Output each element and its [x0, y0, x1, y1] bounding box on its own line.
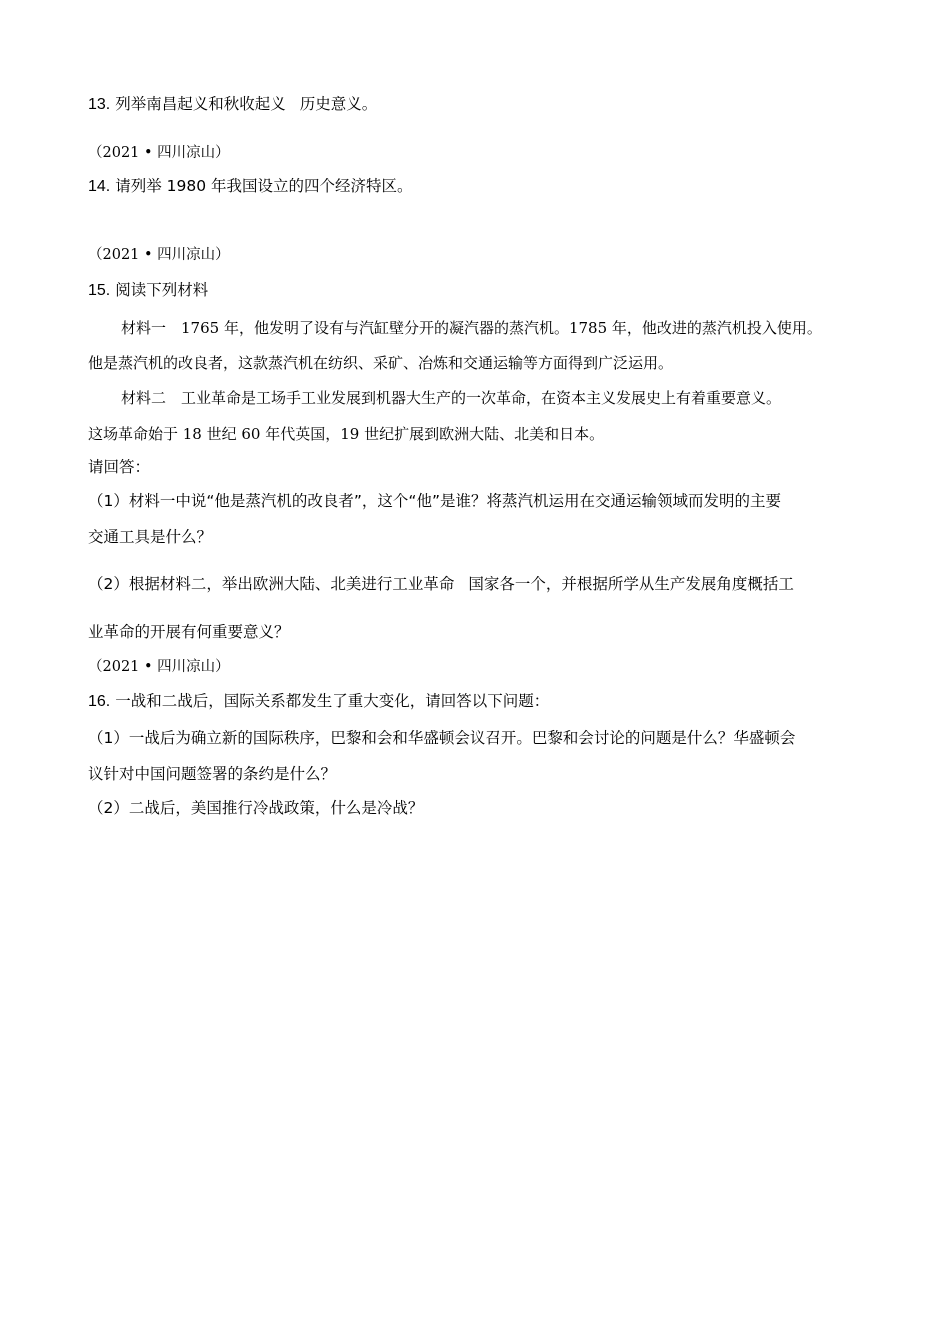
question-text-continued: 历史意义。	[299, 95, 378, 113]
material-1-line-1: 材料一 1765 年，他发明了设有与汽缸壁分开的凝汽器的蒸汽机。1785 年，他改进的蒸汽机投入使用。	[121, 319, 822, 337]
question-number: 16.	[88, 693, 111, 710]
material-2-line-1: 材料二 工业革命是工场手工业发展到机器大生产的一次革命，在资本主义发展史上有着重要意义。	[121, 389, 782, 407]
question-source: （2021 • 四川凉山）	[88, 659, 230, 675]
sub-question-2-line-2: 业革命的开展有何重要意义？	[88, 623, 290, 641]
sub-question-1-line-2: 交通工具是什么？	[88, 528, 213, 546]
material-2-line-2: 这场革命始于 18 世纪 60 年代英国，19 世纪扩展到欧洲大陆、北美和日本。	[88, 425, 605, 443]
question-source: （2021 • 四川凉山）	[88, 247, 230, 263]
question-text: 请列举 1980 年我国设立的四个经济特区。	[115, 177, 413, 195]
question-text: 阅读下列材料	[115, 281, 209, 299]
sub-question-1-line-1: （1）材料一中说“他是蒸汽机的改良者”，这个“他”是谁？将蒸汽机运用在交通运输领域而发明的主要	[88, 492, 781, 510]
sub-question-text-continued: 国家各一个，并根据所学从生产发展角度概括工	[468, 575, 794, 593]
question-number: 14.	[88, 178, 111, 195]
question-13	[88, 94, 377, 115]
sub-question-1-line-2: 议针对中国问题签署的条约是什么？	[88, 765, 337, 783]
question-16	[88, 691, 549, 712]
question-source: （2021 • 四川凉山）	[88, 145, 230, 161]
question-number: 15.	[88, 282, 111, 299]
sub-question-1-line-1: （1）一战后为确立新的国际秩序，巴黎和会和华盛顿会议召开。巴黎和会讨论的问题是什么？华盛顿会	[88, 729, 796, 747]
sub-question-2-line-1	[88, 574, 794, 594]
material-1-line-2: 他是蒸汽机的改良者，这款蒸汽机在纺织、采矿、冶炼和交通运输等方面得到广泛运用。	[88, 354, 674, 372]
question-15	[88, 280, 208, 301]
question-text: 列举南昌起义和秋收起义	[115, 95, 286, 113]
question-14	[88, 176, 413, 197]
sub-question-text: （2）根据材料二，举出欧洲大陆、北美进行工业革命	[88, 575, 455, 593]
answer-prompt: 请回答：	[88, 458, 151, 476]
sub-question-2: （2）二战后，美国推行冷战政策，什么是冷战？	[88, 799, 424, 817]
question-text: 一战和二战后，国际关系都发生了重大变化，请回答以下问题：	[115, 692, 550, 710]
question-number: 13.	[88, 96, 111, 113]
